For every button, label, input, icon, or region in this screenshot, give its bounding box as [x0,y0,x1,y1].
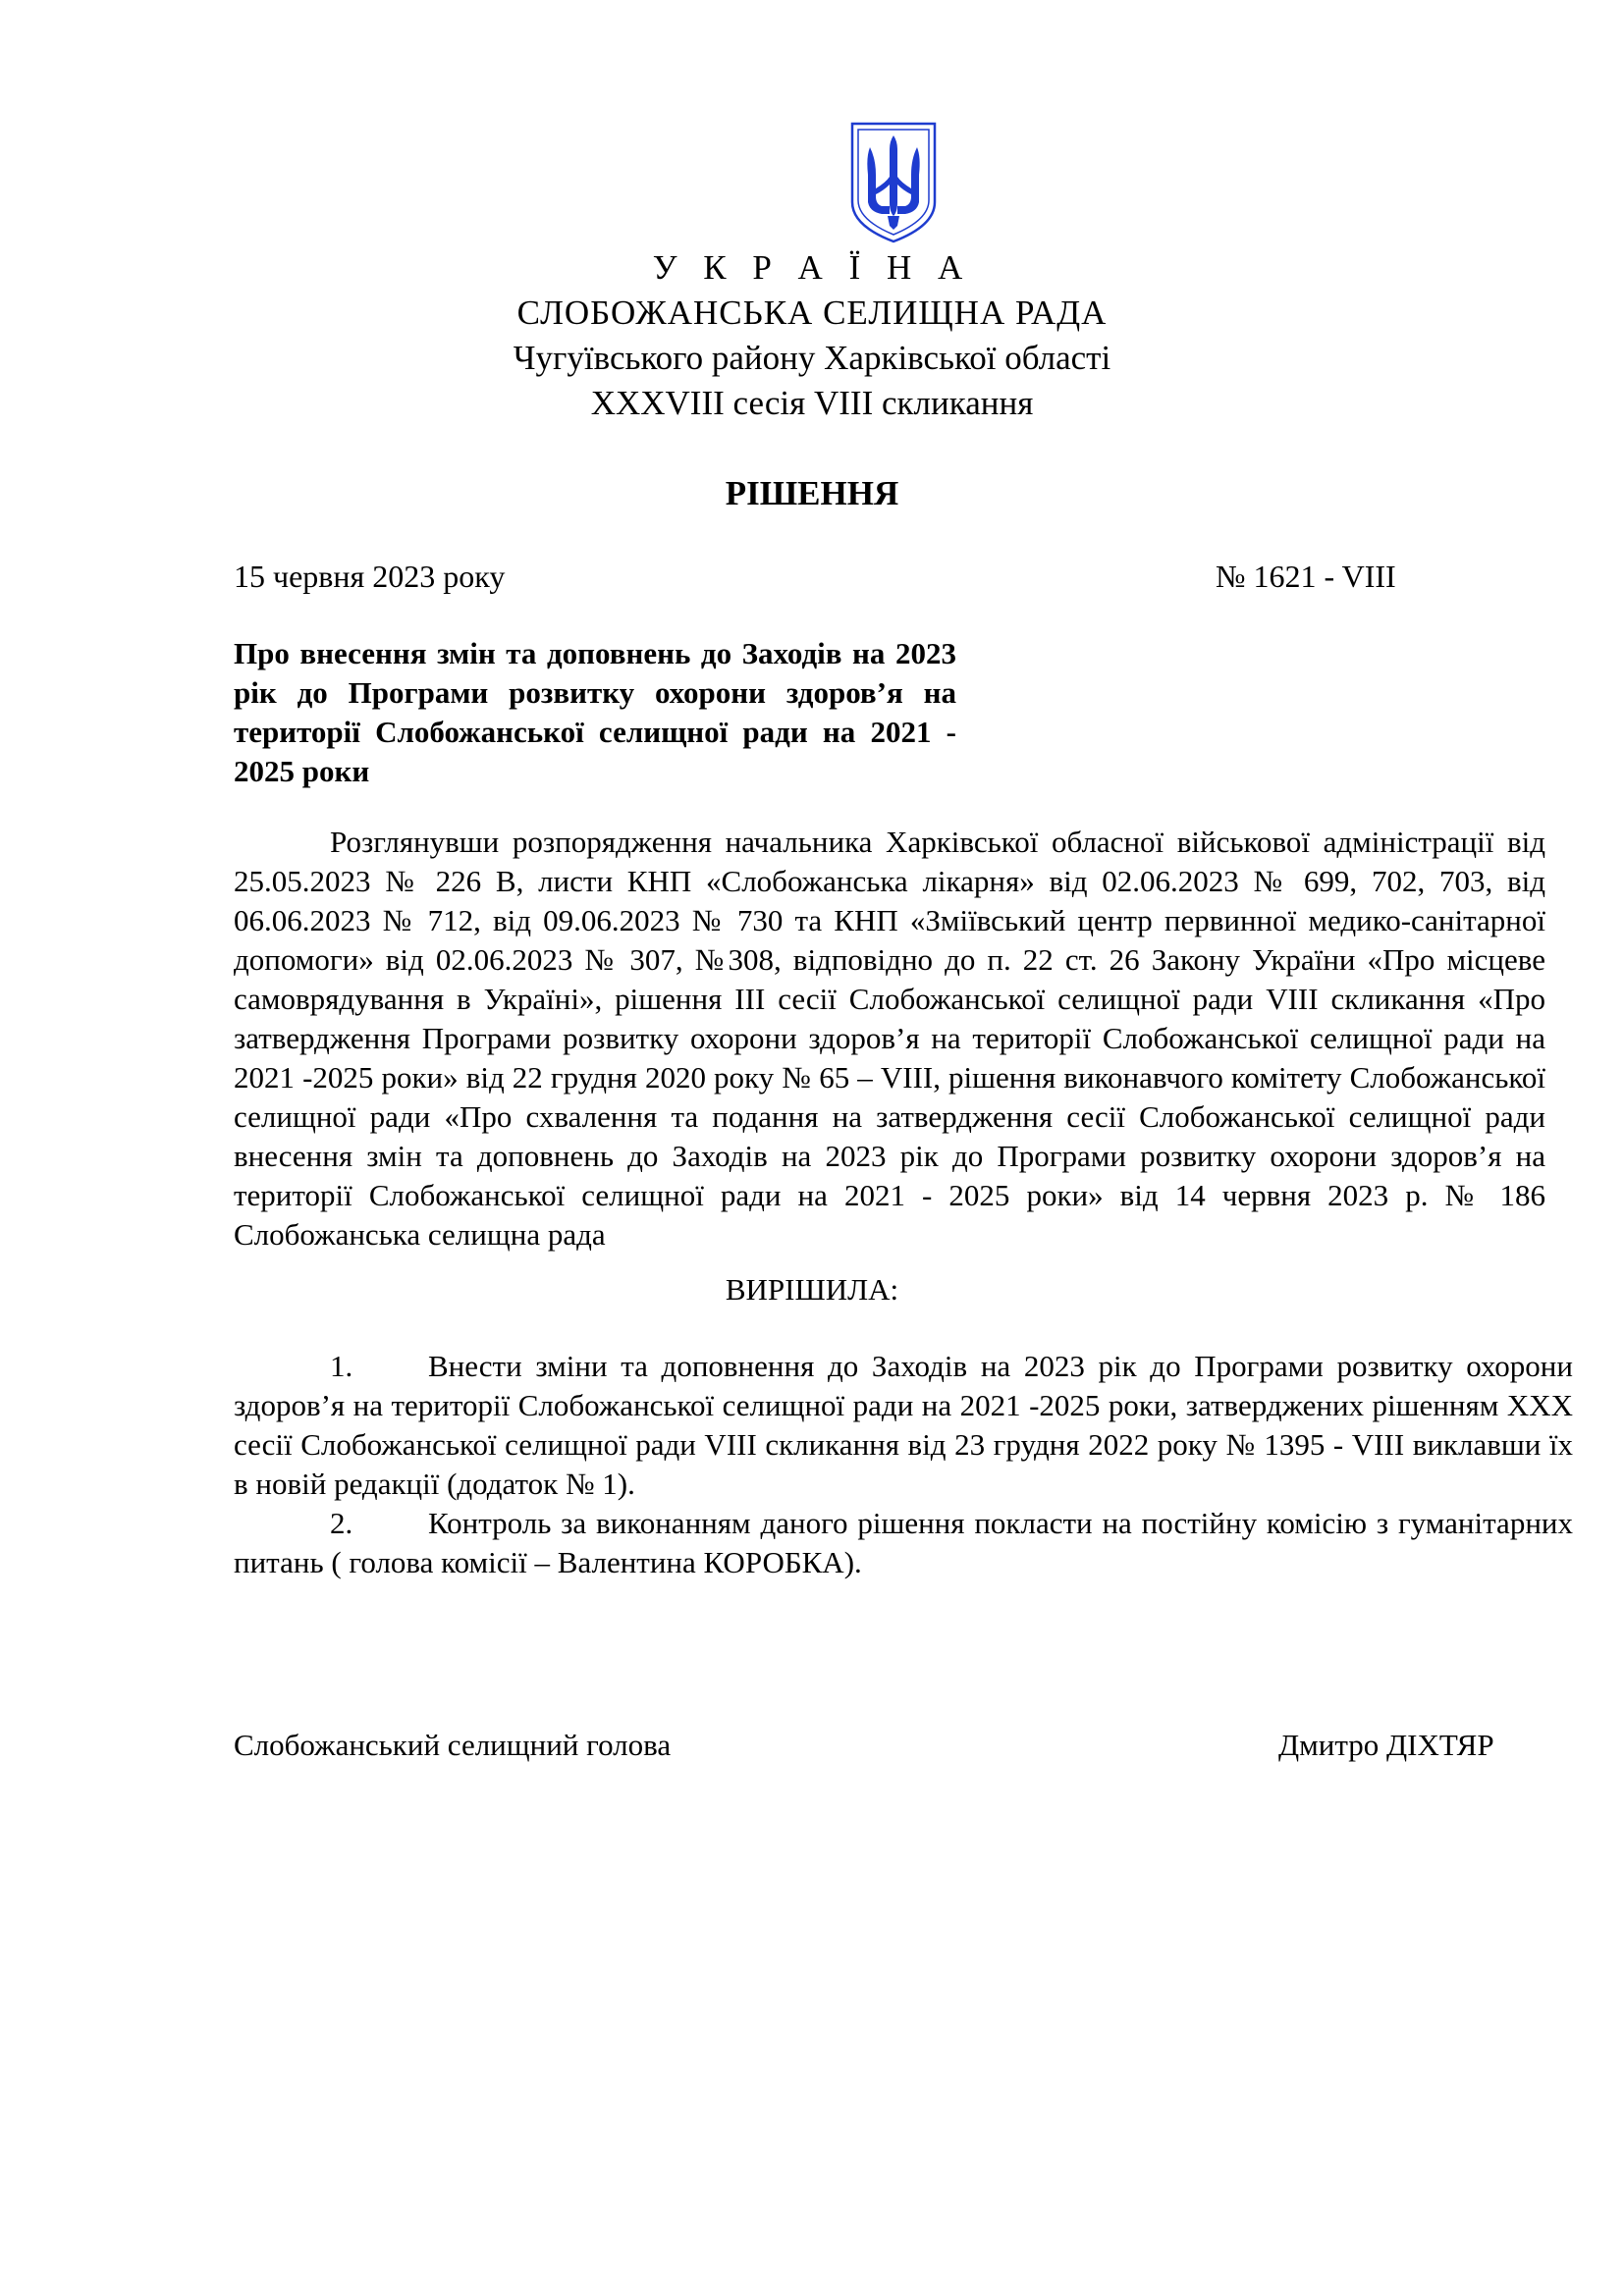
decision-items [234,1347,1573,1582]
preamble-paragraph: Розглянувши розпорядження начальника Харківської обласної військової адміністрації від 25.05.2023 № 226 В, листи КНП «Слобожанська лікарня» від 02.06.2023 № 699, 702, 703, від 06.06.2023 № 712, від 09.06.2023 № 730 та КНП «Зміївський центр первинної медико-санітарної допомоги» від 02.06.2023 № 307, №308, відповідно до п. 22 ст. 26 Закону України «Про місцеве самоврядування в Україні», рішення ІІІ сесії Слобожанської селищної ради VIIІ скликання «Про затвердження Програми розвитку охорони здоров’я на території Слобожанської селищної ради на 2021 -2025 роки» від 22 грудня 2020 року № 65 – VIIІ, рішення виконавчого комітету Слобожанської селищної ради «Про схвалення та подання на затвердження сесії Слобожанської селищної ради внесення змін та доповнень до Заходів на 2023 рік до Програми розвитку охорони здоров’я на території Слобожанської селищної ради на 2021 - 2025 роки» від 14 червня 2023 р. № 186 Слобожанська селищна рада [234,825,1545,1252]
decision-title: РІШЕННЯ [725,474,899,512]
ukraine-coat-of-arms-icon [846,118,941,245]
signatory-title: Слобожанський селищний голова [234,1728,672,1762]
council-name: СЛОБОЖАНСЬКА СЕЛИЩНА РАДА [516,294,1108,332]
item-number: 1. [330,1349,353,1383]
signatory-name: Дмитро ДІХТЯР [1278,1728,1494,1762]
session-info: XXXVIII сесія VIII скликання [590,384,1034,422]
decision-item [234,1504,1573,1582]
decision-date: 15 червня 2023 року [234,559,506,594]
resolved-heading: ВИРІШИЛА: [725,1272,899,1307]
item-text: Внести зміни та доповнення до Заходів на 2023 рік до Програми розвитку охорони здоров’я на території Слобожанської селищної ради на 2021 -2025 роки, затверджених рішенням XXX сесії Слобожанської селищної ради VIII скликання від 23 грудня 2022 року № 1395 - VIII виклавши їх в новій редакції (додаток № 1). [234,1349,1573,1501]
item-number: 2. [330,1506,353,1540]
decision-number: № 1621 - VIII [1216,559,1396,594]
item-text: Контроль за виконанням даного рішення покласти на постійну комісію з гуманітарних питань ( голова комісії – Валентина КОРОБКА). [234,1506,1573,1579]
district-name: Чугуївського району Харківської області [513,339,1111,377]
decision-subject: Про внесення змін та доповнень до Заходів на 2023 рік до Програми розвитку охорони здоров’я на території Слобожанської селищної ради на 2021 - 2025 роки [234,636,956,788]
country-name: У К Р А Ї Н А [652,248,972,287]
decision-item [234,1347,1573,1504]
